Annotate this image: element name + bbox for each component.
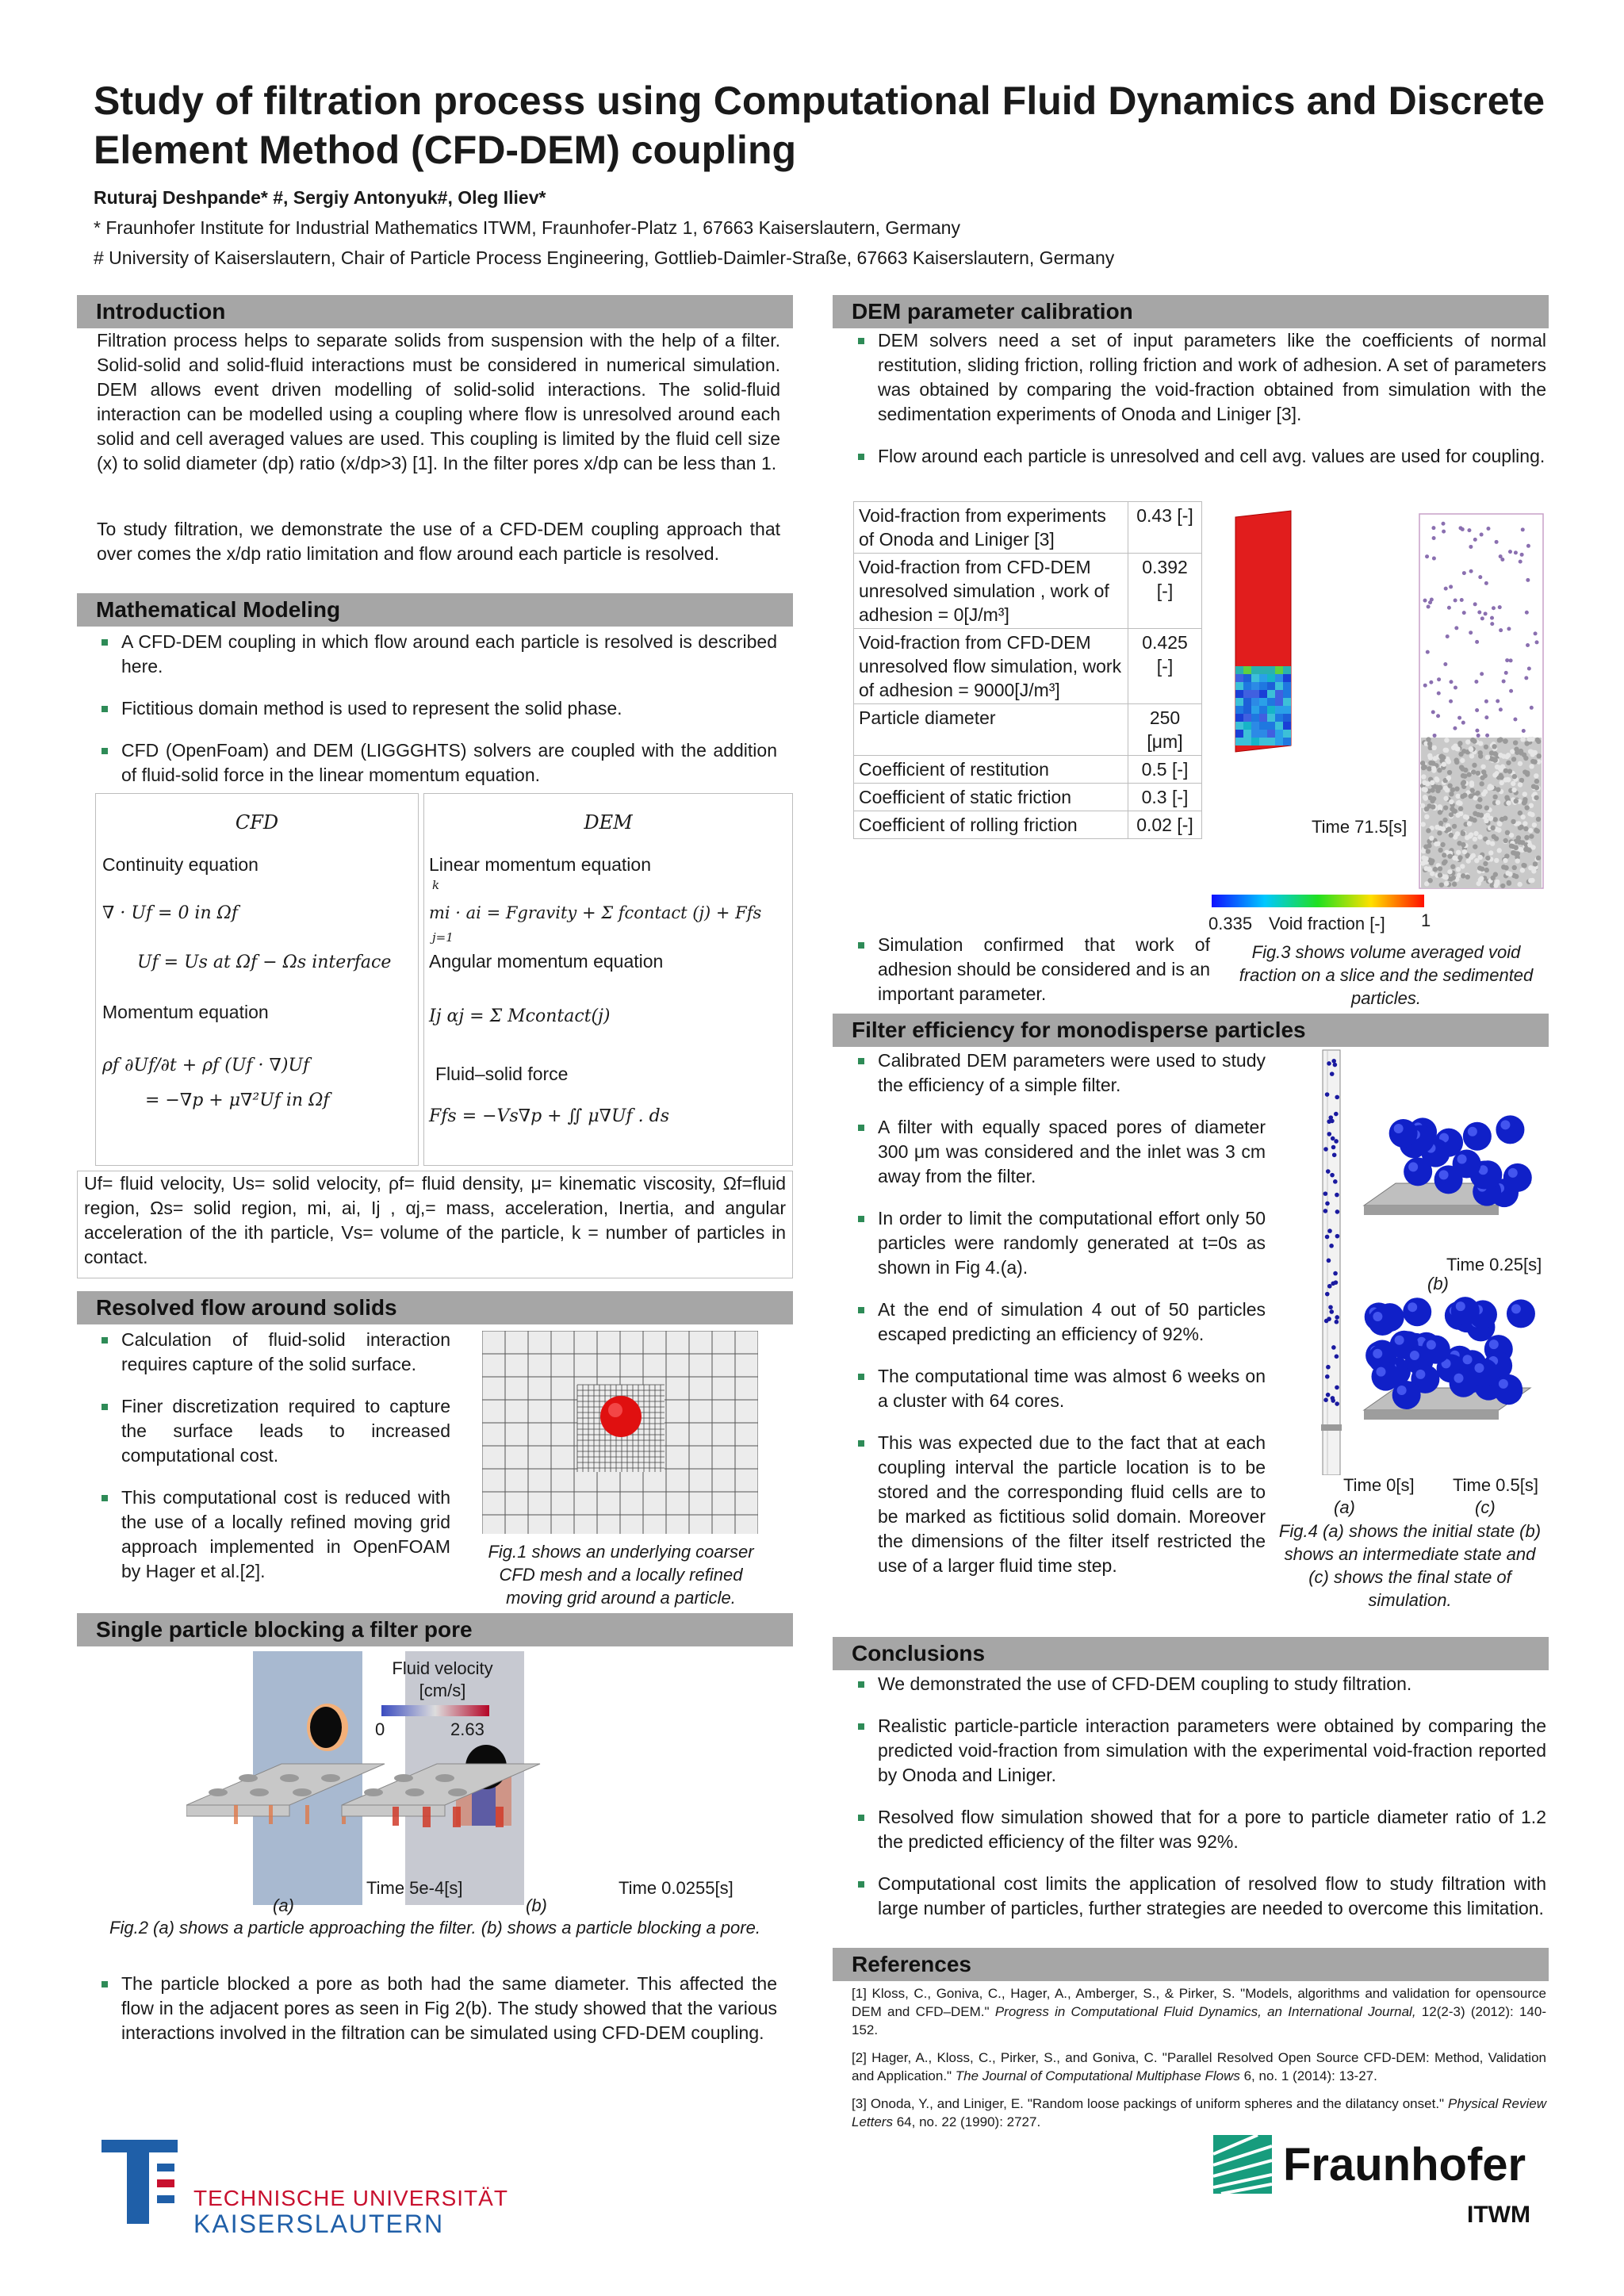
list-item: Finer discretization required to capture the surface leads to increased computational cost.	[95, 1394, 450, 1468]
list-item: In order to limit the computational effort only 50 particles were randomly generated at t=0s as shown in Fig 4.(a).	[852, 1206, 1266, 1280]
list-item: CFD (OpenFoam) and DEM (LIGGGHTS) solvers are coupled with the addition of fluid-solid force in the linear momentum equation.	[95, 738, 777, 788]
list-item: Realistic particle-particle interaction parameters were obtained by comparing the predicted void-fraction from simulation with the experimental void-fraction reported by Onoda and Liniger.	[852, 1714, 1546, 1788]
table-row	[854, 811, 1202, 839]
continuity-label: Continuity equation	[102, 854, 259, 875]
table-row	[854, 784, 1202, 811]
linear-momentum-equation: mi · ai = Fgravity + Σ fcontact (j) + Ffs	[429, 903, 762, 922]
table-row	[854, 502, 1202, 554]
fig4-label-c: (c)	[1475, 1497, 1496, 1517]
fig2-legend-title: Fluid velocity [cm/s]	[392, 1658, 493, 1700]
list-item: The particle blocked a pore as both had the same diameter. This affected the flow in the adjacent pores as seen in Fig 2(b). The study showed that the various interactions involved in the filtration can be simulated using CFD-DEM coupling.	[95, 1972, 777, 2045]
authors: Ruturaj Deshpande* #, Sergiy Antonyuk#, Oleg Iliev*	[94, 187, 546, 208]
introduction-p1: Filtration process helps to separate solids from suspension with the help of a filter. Solid-solid and solid-fluid interactions must be considered in numerical simulation. DEM allows event driven modelling of solid-solid interactions. The solid-fluid interaction can be modelled using a coupling where flow is unresolved around each solid and cell averaged values are used. This coupling is limited by the fluid cell size (x) to solid diameter (dp) ratio (x/dp>3) [1]. In the filter pores x/dp can be less than 1.	[97, 330, 780, 473]
list-item: DEM solvers need a set of input parameters like the coefficients of normal restitution, sliding friction, rolling friction and work of adhesion. A set of parameters was obtained by comparing the void-fraction obtained from simulation with the sedimentation experiments of Onoda and Liniger [3].	[852, 328, 1546, 427]
list-item: Simulation confirmed that work of adhesion should be considered and is an important parameter.	[852, 933, 1210, 1006]
introduction-p2: To study filtration, we demonstrate the use of a CFD-DEM coupling approach that over comes the x/dp ratio limitation and flow around each particle is resolved.	[97, 519, 780, 564]
single-bullets	[95, 1972, 777, 2063]
table-cell-value: 0.425 [-]	[1128, 629, 1202, 704]
tu-name-line1: TECHNISCHE UNIVERSITÄT	[193, 2186, 508, 2210]
table-cell-value: 0.43 [-]	[1128, 502, 1202, 554]
table-cell-label: Coefficient of static friction	[854, 784, 1128, 811]
list-item: Flow around each particle is unresolved and cell avg. values are used for coupling.	[852, 444, 1546, 469]
reference-3: [3] Onoda, Y., and Liniger, E. "Random loose packings of uniform spheres and the dilatancy onset." Physical Review Letters 64, no. 22 (1990): 2727.	[852, 2096, 1546, 2129]
dem-parameter-table	[853, 501, 1202, 839]
table-cell-label: Particle diameter	[854, 704, 1128, 756]
fig3-colorbar-min: 0.335	[1208, 914, 1253, 933]
single-heading: Single particle blocking a filter pore	[77, 1613, 793, 1646]
fig4-label-a: (a)	[1334, 1497, 1355, 1517]
table-cell-value: 0.392 [-]	[1128, 554, 1202, 629]
list-item: Calibrated DEM parameters were used to study the efficiency of a simple filter.	[852, 1048, 1266, 1098]
sum-lower-limit: j=1	[432, 930, 454, 945]
dem-heading: DEM parameter calibration	[833, 295, 1549, 328]
introduction-heading: Introduction	[77, 295, 793, 328]
notation-legend: Uf= fluid velocity, Us= solid velocity, ρf= fluid density, μ= kinematic viscosity, Ωf=fluid region, Ωs= solid region, mi, ai, Ij , αj,= mass, acceleration, Inertia, and angular acceleration of the ith particle, Vs= volume of the particle, k = number of particles in contact.	[84, 1173, 786, 1267]
math-bullets	[95, 630, 777, 805]
table-cell-label: Coefficient of restitution	[854, 756, 1128, 784]
table-cell-label: Void-fraction from CFD-DEM unresolved simulation , work of adhesion = 0[J/m³]	[854, 554, 1128, 629]
dem-heading: DEM	[584, 811, 633, 834]
fluid-solid-force-label: Fluid–solid force	[435, 1064, 569, 1084]
cfd-heading: CFD	[235, 811, 279, 834]
table-cell-label: Void-fraction from CFD-DEM unresolved flow simulation, work of adhesion = 9000[J/m³]	[854, 629, 1128, 704]
angular-momentum-equation: Ij αj = Σ Mcontact(j)	[429, 1006, 611, 1026]
list-item: A CFD-DEM coupling in which flow around each particle is resolved is described here.	[95, 630, 777, 679]
fig2-label-b: (b)	[526, 1895, 547, 1915]
conclusion-bullets	[852, 1672, 1546, 1938]
reference-2: [2] Hager, A., Kloss, C., Pirker, S., and Goniva, C. "Parallel Resolved Open Source CFD-DEM: Method, Validation and Application." The Journal of Computational Multiphase Flows 6, no. 1 (2014): 13-27.	[852, 2050, 1546, 2083]
table-row	[854, 756, 1202, 784]
fraunhofer-institute: ITWM	[1467, 2202, 1530, 2228]
fluid-solid-force-equation: Ffs = −Vs∇p + ∬ μ∇Uf . ds	[429, 1106, 670, 1126]
list-item: The computational time was almost 6 weeks on a cluster with 64 cores.	[852, 1364, 1266, 1413]
references-heading: References	[833, 1948, 1549, 1981]
fig2-legend-min: 0	[375, 1719, 385, 1739]
fig2-time-a: Time 5e-4[s]	[366, 1878, 463, 1898]
dem-bullets	[852, 328, 1546, 486]
reference-1: [1] Kloss, C., Goniva, C., Hager, A., Amberger, S., & Pirker, S. "Models, algorithms and validation for opensource DEM and CFD–DEM." Progress in Computational Fluid Dynamics, an International Journal, 12(2-3) (2012): 140-152.	[852, 1986, 1546, 2037]
fig2-label-a: (a)	[273, 1895, 294, 1915]
conclusions-heading: Conclusions	[833, 1637, 1549, 1670]
fraunhofer-name: Fraunhofer	[1283, 2139, 1526, 2191]
fig2-caption: Fig.2 (a) shows a particle approaching the filter. (b) shows a particle blocking a pore.	[109, 1918, 760, 1938]
fig1-caption: Fig.1 shows an underlying coarser CFD mesh and a locally refined moving grid around a particle.	[488, 1542, 754, 1608]
tu-name-line2: KAISERSLAUTERN	[193, 2210, 445, 2238]
fig3-void-fraction-image	[1212, 508, 1553, 936]
fig4-time-c: Time 0.5[s]	[1453, 1475, 1538, 1495]
linear-momentum-label: Linear momentum equation	[429, 854, 651, 875]
poster-title: Study of filtration process using Computational Fluid Dynamics and Discrete Element Method (CFD-DEM) coupling	[94, 79, 1545, 172]
reference-list	[852, 1984, 1546, 2131]
fig1-mesh-image	[482, 1331, 758, 1534]
table-cell-value: 0.02 [-]	[1128, 811, 1202, 839]
list-item: This computational cost is reduced with the use of a locally refined moving grid approach implemented in OpenFOAM by Hager et al.[2].	[95, 1485, 450, 1584]
table-row	[854, 554, 1202, 629]
fig3-time: Time 71.5[s]	[1312, 817, 1408, 837]
list-item: Fictitious domain method is used to represent the solid phase.	[95, 696, 777, 721]
fig3-colorbar-label: Void fraction [-]	[1269, 914, 1385, 933]
fig2-legend-max: 2.63	[450, 1719, 485, 1739]
filter-heading: Filter efficiency for monodisperse particles	[833, 1014, 1549, 1047]
affiliation-2: # University of Kaiserslautern, Chair of Particle Process Engineering, Gottlieb-Daimler-Straße, 67663 Kaiserslautern, Germany	[94, 247, 1115, 268]
table-row	[854, 704, 1202, 756]
affiliation-1: * Fraunhofer Institute for Industrial Mathematics ITWM, Fraunhofer-Platz 1, 67663 Kaiserslautern, Germany	[94, 217, 960, 238]
fig4-label-b: (b)	[1427, 1274, 1449, 1294]
fraunhofer-logo-icon	[1213, 2135, 1272, 2194]
fig2-time-b: Time 0.0255[s]	[619, 1878, 733, 1898]
tu-kaiserslautern-logo-icon	[102, 2140, 181, 2224]
list-item: We demonstrated the use of CFD-DEM coupling to study filtration.	[852, 1672, 1546, 1696]
fig4-time-a: Time 0[s]	[1343, 1475, 1415, 1495]
continuity-equation: ∇ · Uf = 0 in Ωf	[102, 903, 239, 923]
cfd-equation-box	[95, 793, 419, 1166]
table-cell-value: 250 [μm]	[1128, 704, 1202, 756]
momentum-equation-1: ρf ∂Uf/∂t + ρf (Uf · ∇)Uf	[102, 1056, 310, 1075]
fig3-colorbar-max: 1	[1421, 910, 1431, 930]
table-cell-label: Coefficient of rolling friction	[854, 811, 1128, 839]
notation-box	[77, 1171, 793, 1278]
interface-equation: Uf = Us at Ωf − Ωs interface	[137, 953, 392, 972]
list-item: A filter with equally spaced pores of diameter 300 μm was considered and the inlet was 3 cm away from the filter.	[852, 1115, 1266, 1189]
sum-upper-limit: k	[432, 878, 440, 892]
momentum-label: Momentum equation	[102, 1002, 269, 1022]
table-cell-value: 0.5 [-]	[1128, 756, 1202, 784]
dem-result-bullet	[852, 933, 1210, 1024]
list-item: Calculation of fluid-solid interaction requires capture of the solid surface.	[95, 1328, 450, 1377]
table-cell-label: Void-fraction from experiments of Onoda and Liniger [3]	[854, 502, 1128, 554]
dem-equation-box	[423, 793, 793, 1166]
angular-momentum-label: Angular momentum equation	[429, 951, 664, 972]
filter-bullets	[852, 1048, 1266, 1596]
list-item: Computational cost limits the application of resolved flow to study filtration with large number of particles, further strategies are needed to overcome this limitation.	[852, 1872, 1546, 1921]
list-item: This was expected due to the fact that at each coupling interval the particle location is to be stored and the corresponding fluid cells are to be marked as fictitious solid domain. Moreover the dimensions of the filter itself restricted the use of a larger fluid time step.	[852, 1431, 1266, 1578]
fig4-time-b: Time 0.25[s]	[1446, 1255, 1542, 1274]
resolved-heading: Resolved flow around solids	[77, 1291, 793, 1324]
momentum-equation-2: = −∇p + μ∇²Uf in Ωf	[145, 1091, 330, 1110]
fig4-caption: Fig.4 (a) shows the initial state (b) shows an intermediate state and (c) shows the final state of simulation.	[1278, 1521, 1542, 1610]
resolved-bullets	[95, 1328, 450, 1601]
table-cell-value: 0.3 [-]	[1128, 784, 1202, 811]
fig3-caption: Fig.3 shows volume averaged void fraction on a slice and the sedimented particles.	[1239, 942, 1534, 1008]
math-heading: Mathematical Modeling	[77, 593, 793, 627]
list-item: Resolved flow simulation showed that for a pore to particle diameter ratio of 1.2 the predicted efficiency of the filter was 92%.	[852, 1805, 1546, 1854]
table-row	[854, 629, 1202, 704]
list-item: At the end of simulation 4 out of 50 particles escaped predicting an efficiency of 92%.	[852, 1297, 1266, 1347]
